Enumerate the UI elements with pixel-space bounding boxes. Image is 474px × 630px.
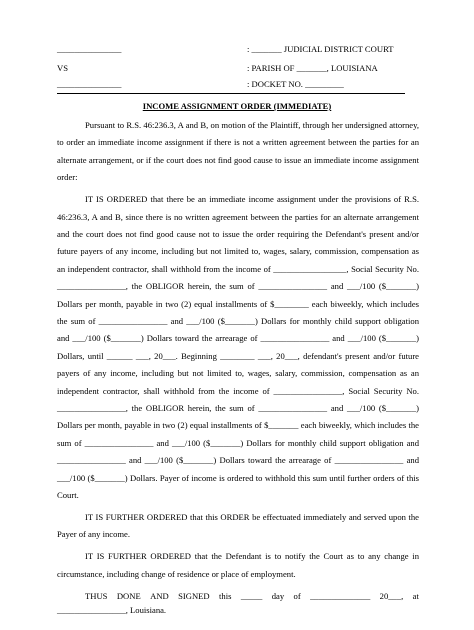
caption-vs: VS <box>57 63 68 73</box>
caption-left-blank-2: _______________ <box>57 79 122 89</box>
caption-docket: : DOCKET NO. _________ <box>247 79 344 89</box>
caption-left-blank-1: _______________ <box>57 44 122 54</box>
caption-divider <box>57 93 405 94</box>
signed-day-blank: _____ <box>240 590 263 601</box>
signed-line <box>85 588 419 605</box>
signed-year-blank: 20___, <box>379 590 404 601</box>
signed-month-blank: ______________ <box>310 590 371 601</box>
signed-word: SIGNED <box>178 590 210 601</box>
document-title: INCOME ASSIGNMENT ORDER (IMMEDIATE) <box>142 101 332 111</box>
signed-word: at <box>412 590 419 601</box>
caption-court: : _______ JUDICIAL DISTRICT COURT <box>247 44 394 54</box>
signed-word: this <box>219 590 232 601</box>
paragraph-notify: IT IS FURTHER ORDERED that the Defendant is to notify the Court as to any change in circumstance, including change of residence or place of employment. <box>57 551 419 579</box>
caption-parish: : PARISH OF _______, LOUISIANA <box>247 63 378 73</box>
paragraph-motion: Pursuant to R.S. 46:236.3, A and B, on motion of the Plaintiff, through her undersigned attorney, to order an immediate income assignment if there is not a written agreement between the parties for an alternate arrangement, or if the court does not find good cause to issue an immediate income assignment order: <box>57 120 419 183</box>
paragraph-order: IT IS ORDERED that there be an immediate income assignment under the provisions of R.S. 46:236.3, A and B, since there is no written agreement between the parties for an alternate arrangement and the court does not find good cause not to issue the order requiring the Defendant's present and/or future payers of any income, including but not limited to, wages, salary, commission, compensation as an independent contractor, shall withhold from the income of _________________, Social Security No. ________________, the OBLIGOR herein, the sum of ________________ and ___/100 ($_______) Dollars per month, payable in two (2) equal installments of $________ each biweekly, which includes the sum of ________________ and ___/100 ($_______) Dollars for monthly child support obligation and ___/100 ($_______) Dollars toward the arrearage of ________________ and ___/100 ($_______) Dollars, until ______ ___, 20___. Beginning ________ ___, 20___, defendant's present and/or future payers of any income, including but not limited to, wages, salary, commission, compensation as an independent contractor, shall withhold from the income of ________________, Social Security No. ________________, the OBLIGOR herein, the sum of ________________ and ___/100 ($_______) Dollars per month, payable in two (2) equal installments of $_______ each biweekly, which includes the sum of ________________ and ___/100 ($_______) Dollars for monthly child support obligation and ________________ and ___/100 ($_______) Dollars toward the arrearage of ________________ and ___/100 ($_______) Dollars. Payer of income is ordered to withhold this sum until further orders of this Court. <box>57 194 419 501</box>
signed-place-line: ________________, Louisiana. <box>57 604 167 615</box>
signed-word: of <box>293 590 301 601</box>
paragraph-effectuated: IT IS FURTHER ORDERED that this ORDER be effectuated immediately and served upon the Payer of any income. <box>57 511 419 540</box>
signed-word: THUS <box>85 590 108 601</box>
signed-word: DONE <box>116 590 141 601</box>
signed-word: day <box>271 590 285 601</box>
signed-word: AND <box>150 590 169 601</box>
document-body <box>57 117 419 616</box>
